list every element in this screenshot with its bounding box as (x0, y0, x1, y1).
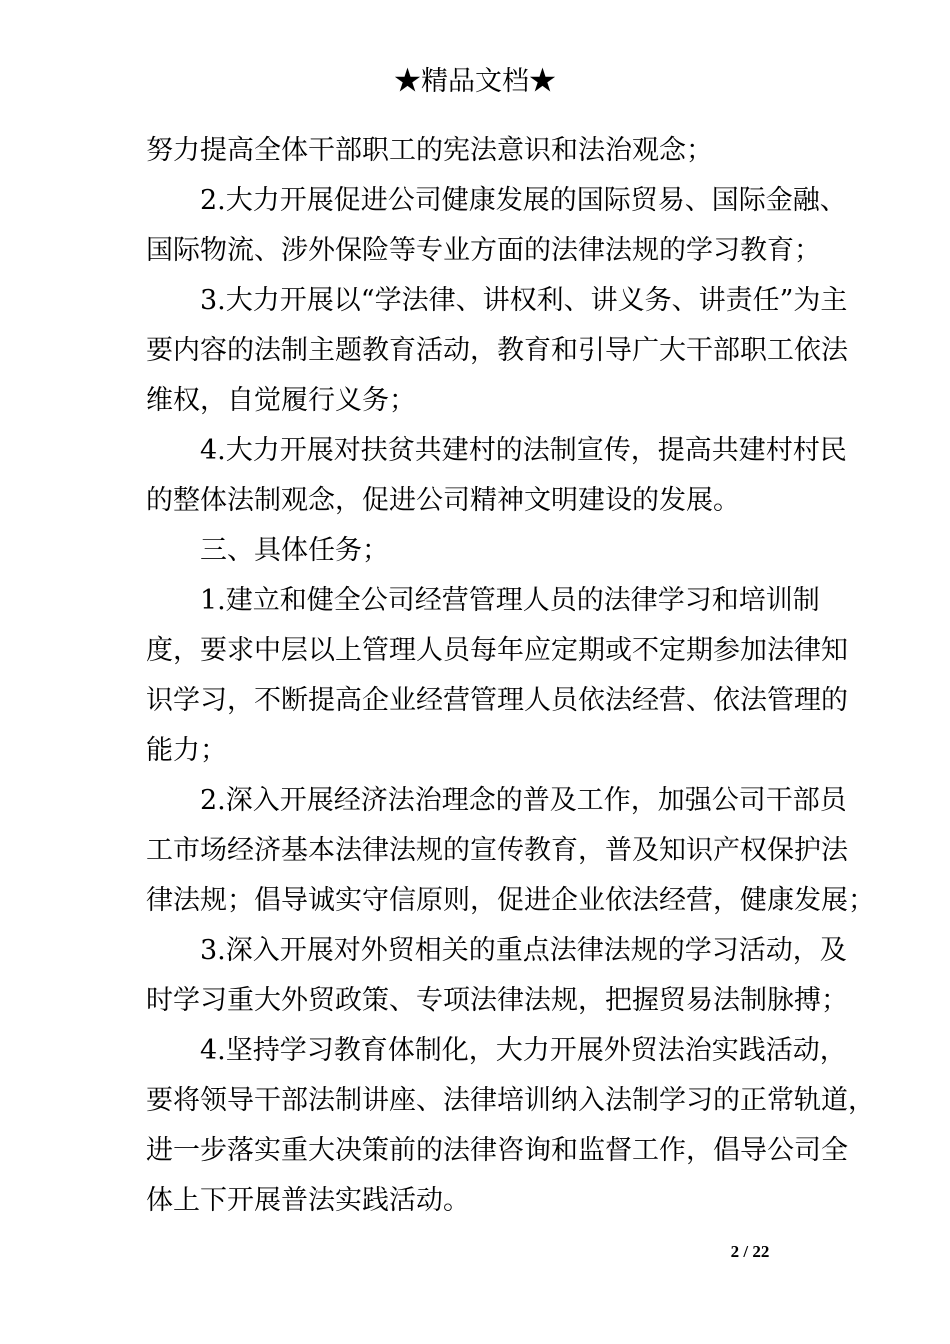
page-header-title: ★精品文档★ (394, 66, 556, 97)
text-line: 的整体法制观念，促进公司精神文明建设的发展。 (146, 485, 740, 516)
text-line: 体上下开展普法实践活动。 (146, 1185, 470, 1216)
text-line: 维权，自觉履行义务； (146, 385, 416, 416)
text-line: 4.坚持学习教育体制化，大力开展外贸法治实践活动， (200, 1035, 847, 1066)
text-line: 2.大力开展促进公司健康发展的国际贸易、国际金融、 (200, 185, 847, 216)
text-line: 要将领导干部法制讲座、法律培训纳入法制学习的正常轨道， (146, 1085, 875, 1116)
text-line: 度，要求中层以上管理人员每年应定期或不定期参加法律知 (146, 635, 848, 666)
text-line: 3.大力开展以“学法律、讲权利、讲义务、讲责任”为主 (200, 285, 848, 316)
text-line: 识学习，不断提高企业经营管理人员依法经营、依法管理的 (146, 685, 848, 716)
text-line: 3.深入开展对外贸相关的重点法律法规的学习活动，及 (200, 935, 847, 966)
text-line: 2.深入开展经济法治理念的普及工作，加强公司干部员 (200, 785, 847, 816)
text-line: 1.建立和健全公司经营管理人员的法律学习和培训制 (200, 585, 820, 616)
text-line: 律法规；倡导诚实守信原则，促进企业依法经营，健康发展； (146, 885, 875, 916)
text-line: 要内容的法制主题教育活动，教育和引导广大干部职工依法 (146, 335, 848, 366)
text-line: 工市场经济基本法律法规的宣传教育，普及知识产权保护法 (146, 835, 848, 866)
text-line: 三、具体任务； (200, 535, 389, 566)
text-line: 努力提高全体干部职工的宪法意识和法治观念； (146, 135, 713, 166)
text-line: 时学习重大外贸政策、专项法律法规，把握贸易法制脉搏； (146, 985, 848, 1016)
document-body (146, 126, 875, 1226)
text-line: 能力； (146, 735, 227, 766)
text-line: 4.大力开展对扶贫共建村的法制宣传，提高共建村村民 (200, 435, 847, 466)
text-line: 进一步落实重大决策前的法律咨询和监督工作，倡导公司全 (146, 1135, 848, 1166)
text-line: 国际物流、涉外保险等专业方面的法律法规的学习教育； (146, 235, 821, 266)
page-number: 2 / 22 (730, 1242, 770, 1261)
